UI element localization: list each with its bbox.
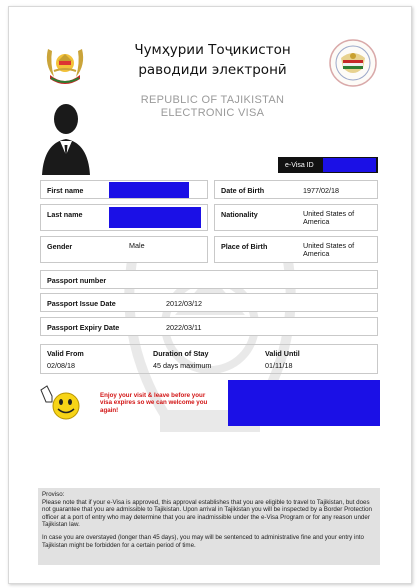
proviso-title: Proviso: xyxy=(42,491,65,498)
smiley-pointing-icon xyxy=(38,382,86,422)
validity-row xyxy=(40,344,378,374)
title-line-1: Чумҳурии Тоҷикистон xyxy=(134,42,291,58)
valid-from-label: Valid From xyxy=(47,349,84,358)
title-line-2: раводиди электронӣ xyxy=(138,62,287,78)
passport-issue-date-label: Passport Issue Date xyxy=(47,299,116,308)
place-of-birth-value-line-1: United States of xyxy=(303,241,355,250)
nationality-field xyxy=(214,204,378,231)
duration-of-stay-label: Duration of Stay xyxy=(153,349,209,358)
valid-until-label: Valid Until xyxy=(265,349,300,358)
place-of-birth-value xyxy=(303,242,354,258)
gender-label: Gender xyxy=(47,242,73,251)
first-name-redacted xyxy=(109,182,189,198)
enjoy-notice-line-2: visa expires so we can welcome you xyxy=(100,399,208,407)
date-of-birth-value: 1977/02/18 xyxy=(303,186,339,195)
passport-issue-date-value: 2012/03/12 xyxy=(166,299,202,308)
applicant-photo-silhouette-icon xyxy=(38,95,94,175)
enjoy-notice-line-3: again! xyxy=(100,406,119,414)
passport-issue-date-field xyxy=(40,293,378,312)
gender-value: Male xyxy=(129,241,145,250)
passport-number-field xyxy=(40,270,378,289)
nationality-value xyxy=(303,210,354,226)
document-title-english xyxy=(110,94,315,120)
enjoy-notice-line-1: Enjoy your visit & leave before your xyxy=(100,392,206,399)
evisa-id-redacted xyxy=(323,158,376,172)
nationality-label: Nationality xyxy=(221,210,258,219)
date-of-birth-field xyxy=(214,180,378,199)
passport-expiry-date-value: 2022/03/11 xyxy=(166,323,202,332)
place-of-birth-label: Place of Birth xyxy=(221,242,268,251)
state-emblem-icon xyxy=(40,37,90,87)
proviso-paragraph-1: Please note that if your e-Visa is approved, this approval establishes that you are eligible to travel to Tajikistan, but does not guarantee that you are admissible to Tajikistan. Upon arrival in Tajikistan you will be inspected by a Border Protection officer at a port of entry who may determine that you are inadmissible under the e-Visa Program or for any reason under Tajikistan law. xyxy=(42,498,372,529)
enjoy-visit-notice xyxy=(100,392,210,414)
proviso-box xyxy=(38,488,380,565)
passport-number-label: Passport number xyxy=(47,276,107,285)
first-name-field xyxy=(40,180,208,199)
valid-until-value: 01/11/18 xyxy=(265,361,293,370)
duration-of-stay-value: 45 days maximum xyxy=(153,361,212,370)
subtitle-line-1: REPUBLIC OF TAJIKISTAN xyxy=(140,94,285,106)
passport-expiry-date-label: Passport Expiry Date xyxy=(47,323,120,332)
passport-expiry-date-field xyxy=(40,317,378,336)
subtitle-line-2: ELECTRONIC VISA xyxy=(160,107,265,119)
nationality-value-line-2: America xyxy=(303,217,330,226)
valid-from-value: 02/08/18 xyxy=(47,361,75,370)
first-name-label: First name xyxy=(47,186,84,195)
proviso-paragraph-2: In case you are overstayed (longer than 45 days), you may will be sentenced to administrative fine and your entry into Tajikistan might be forbidden for a certain period of time. xyxy=(42,533,364,549)
government-seal-icon xyxy=(328,38,378,88)
last-name-label: Last name xyxy=(47,210,83,219)
document-title-tajik xyxy=(110,40,315,80)
nationality-value-line-1: United States of xyxy=(303,209,355,218)
evisa-id-box xyxy=(278,157,378,173)
place-of-birth-value-line-2: America xyxy=(303,249,330,258)
evisa-id-label: e-Visa ID xyxy=(285,161,314,169)
date-of-birth-label: Date of Birth xyxy=(221,186,265,195)
gender-field xyxy=(40,236,208,263)
place-of-birth-field xyxy=(214,236,378,263)
last-name-field xyxy=(40,204,208,231)
barcode-redacted xyxy=(228,380,380,426)
last-name-redacted xyxy=(109,207,201,228)
